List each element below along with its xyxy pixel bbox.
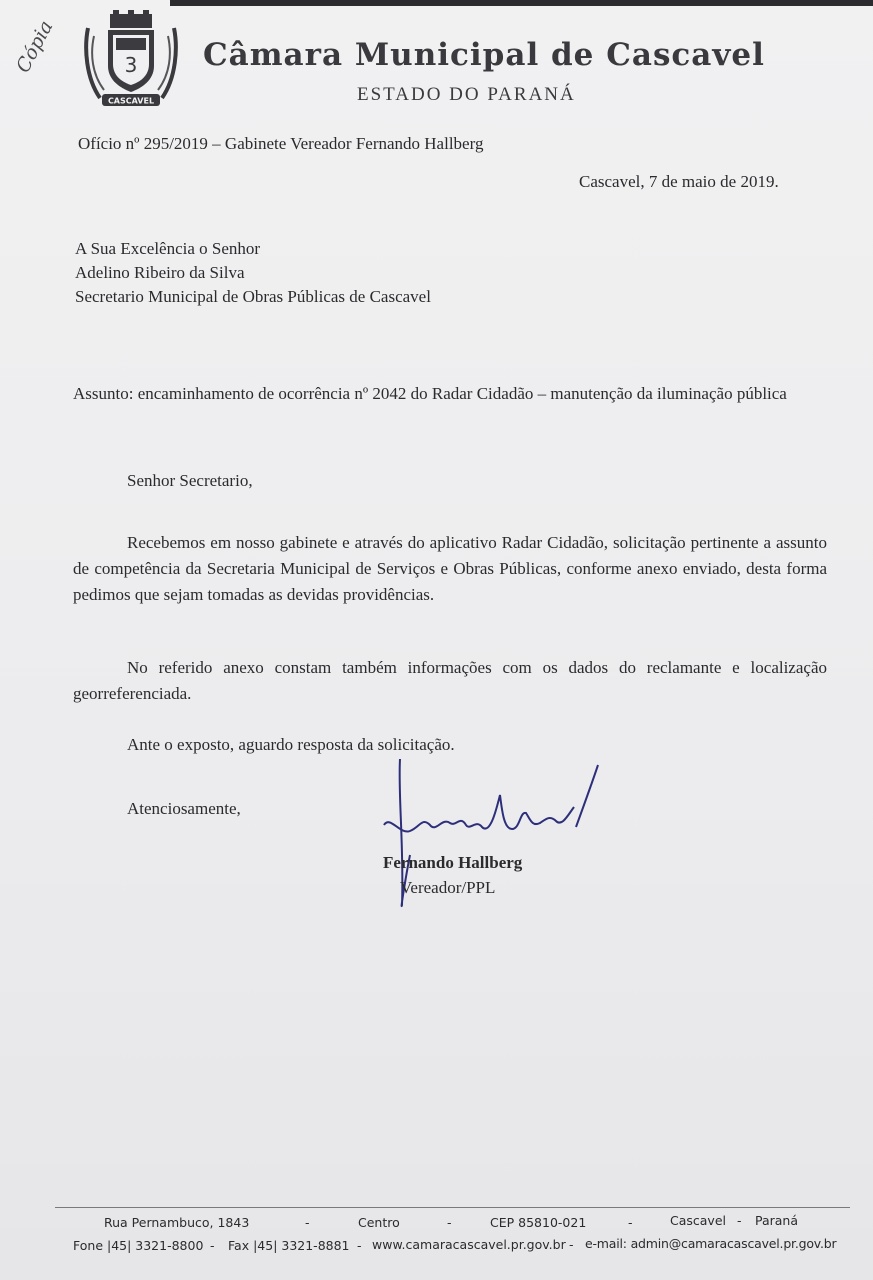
footer-divider bbox=[55, 1207, 850, 1208]
institution-subtitle: ESTADO DO PARANÁ bbox=[357, 84, 576, 105]
footer-separator: - bbox=[628, 1215, 633, 1230]
footer-website[interactable]: www.camaracascavel.pr.gov.br bbox=[372, 1237, 566, 1252]
recipient-line-2: Adelino Ribeiro da Silva bbox=[75, 263, 245, 282]
page-top-edge bbox=[170, 0, 873, 6]
letter-closing: Atenciosamente, bbox=[127, 799, 241, 818]
footer-separator: - bbox=[357, 1238, 362, 1253]
footer-phone: Fone |45| 3321-8800 bbox=[73, 1238, 204, 1253]
handwritten-copia-note: Cópia bbox=[12, 16, 58, 77]
body-paragraph-2: No referido anexo constam também informações com os dados do reclamante e localização georreferenciada. bbox=[73, 658, 827, 703]
letter-reference: Ofício nº 295/2019 – Gabinete Vereador Fernando Hallberg bbox=[78, 134, 484, 153]
footer-separator: - bbox=[305, 1215, 310, 1230]
footer-separator: - bbox=[737, 1213, 742, 1228]
footer-district: Centro bbox=[358, 1215, 400, 1230]
footer-separator: - bbox=[569, 1237, 574, 1252]
signer-role: Vereador/PPL bbox=[400, 878, 496, 897]
body-paragraph-3: Ante o exposto, aguardo resposta da solicitação. bbox=[127, 735, 455, 754]
footer-separator: - bbox=[447, 1215, 452, 1230]
footer-separator: - bbox=[210, 1238, 215, 1253]
recipient-line-3: Secretario Municipal de Obras Públicas de Cascavel bbox=[75, 287, 431, 306]
footer-fax: Fax |45| 3321-8881 bbox=[228, 1238, 350, 1253]
footer-email[interactable]: e-mail: admin@camaracascavel.pr.gov.br bbox=[585, 1236, 837, 1251]
footer-city: Cascavel bbox=[670, 1213, 726, 1228]
footer-state: Paraná bbox=[755, 1213, 799, 1228]
recipient-line-1: A Sua Excelência o Senhor bbox=[75, 239, 261, 258]
footer-address: Rua Pernambuco, 1843 bbox=[104, 1215, 250, 1230]
signer-name: Fernando Hallberg bbox=[383, 853, 523, 872]
letter-date: Cascavel, 7 de maio de 2019. bbox=[579, 172, 779, 191]
footer-cep: CEP 85810-021 bbox=[490, 1215, 587, 1230]
letter-salutation: Senhor Secretario, bbox=[127, 471, 253, 490]
institution-title: Câmara Municipal de Cascavel bbox=[203, 37, 765, 73]
svg-text:3: 3 bbox=[124, 53, 138, 77]
body-paragraph-1: Recebemos em nosso gabinete e através do aplicativo Radar Cidadão, solicitação pertinente a assunto de competência da Secretaria Municipal de Serviços e Obras Públicas, conforme anexo enviado, desta forma pedimos que sejam tomadas as devidas providências. bbox=[73, 533, 827, 604]
city-crest-icon bbox=[80, 8, 182, 110]
crest-caption: CASCAVEL bbox=[107, 96, 155, 106]
letter-subject: Assunto: encaminhamento de ocorrência nº 2042 do Radar Cidadão – manutenção da iluminação pública bbox=[73, 384, 787, 403]
